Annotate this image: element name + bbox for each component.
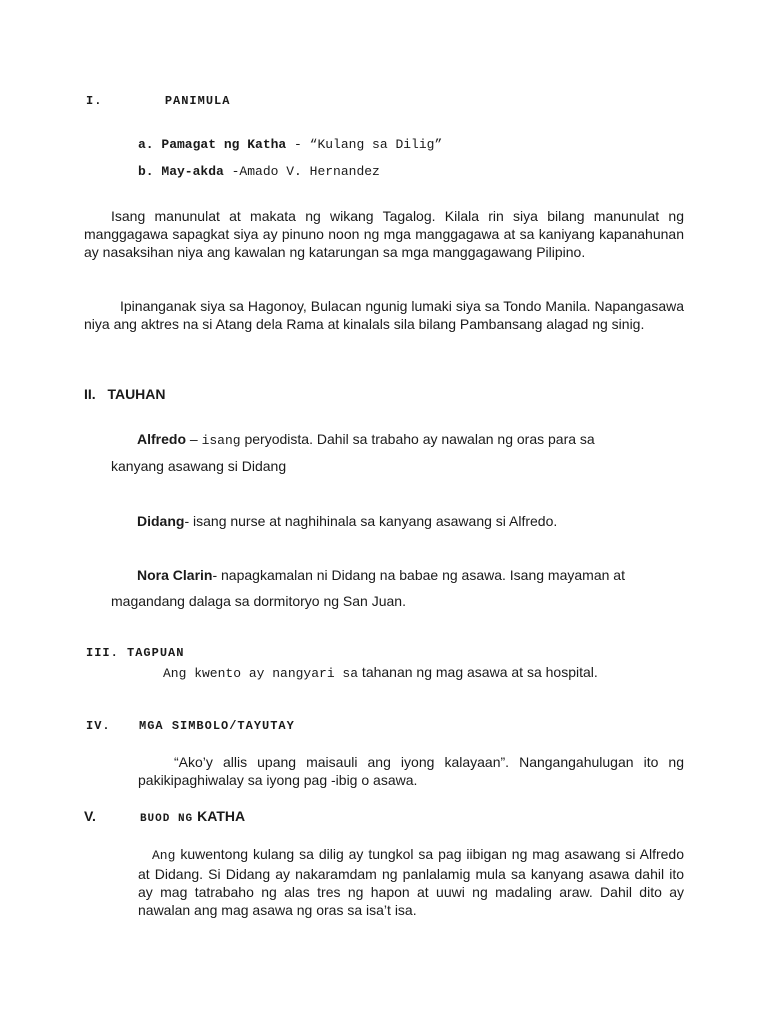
section-1-heading [86, 94, 230, 108]
section-3-title: TAGPUAN [127, 646, 185, 660]
intro-paragraph-1: Isang manunulat at makata ng wikang Tagalog. Kilala rin siya bilang manunulat ng manggagawa sapagkat siya ay pinuno noon ng mga manggagawa at sa kaniyang kapanahunan ay nasaksihan niya ang kawalan ng katarungan sa mga manggagawang Pilipino. [84, 208, 684, 260]
title-label: a. Pamagat ng Katha [138, 137, 287, 152]
section-5-title-a: BUOD NG [139, 813, 194, 825]
section-4-number: IV. [86, 719, 111, 733]
section-1-title: PANIMULA [164, 94, 231, 108]
summary-paragraph: Ang kuwentong kulang sa dilig ay tungkol sa pag iibigan ng mag asawang si Alfredo at Didang. Si Didang ay nakaramdam ng panlalamig mula sa kanyang asawa dahil ito ay mag tatrabaho ng alas tres ng hapon at uuwi ng madaling araw. Dahil dito ay nawalan ang mag asawa ng oras sa isa’t isa. [138, 846, 684, 918]
author-line [138, 164, 380, 179]
section-2-heading [84, 386, 166, 402]
section-3-number: III. [86, 646, 119, 660]
section-2-number: II. [84, 386, 96, 402]
section-2-title: TAUHAN [107, 386, 166, 402]
character-name: Nora Clarin [137, 567, 213, 583]
section-5-title-b: KATHA [197, 808, 246, 824]
character-alfredo: Alfredo – isang peryodista. Dahil sa trabaho ay nawalan ng oras para sa [137, 431, 595, 448]
section-1-number: I. [86, 94, 103, 108]
character-name: Didang [137, 513, 185, 529]
author-label: b. May-akda [138, 164, 224, 179]
title-line [138, 137, 442, 152]
intro-paragraph-2: Ipinanganak siya sa Hagonoy, Bulacan ngunig lumaki siya sa Tondo Manila. Napangasawa niya ang aktres na si Atang dela Rama at kinalals sila bilang Pambansang alagad ng sinig. [84, 298, 684, 332]
author-value: -Amado V. Hernandez [223, 164, 380, 179]
character-didang: Didang- isang nurse at naghihinala sa kanyang asawang si Alfredo. [137, 513, 558, 529]
title-value: - “Kulang sa Dilig” [286, 137, 443, 152]
character-alfredo-line2: kanyang asawang si Didang [111, 458, 287, 474]
section-5-number: V. [84, 808, 96, 824]
section-4-heading [86, 719, 295, 733]
section-3-heading [86, 646, 184, 660]
setting-text: Ang kwento ay nangyari sa tahanan ng mag asawa at sa hospital. [163, 664, 598, 681]
character-name: Alfredo [137, 431, 186, 447]
section-4-title: MGA SIMBOLO/TAYUTAY [139, 719, 295, 733]
character-nora: Nora Clarin- napagkamalan ni Didang na babae ng asawa. Isang mayaman at [137, 567, 625, 583]
section-5-heading [84, 808, 245, 826]
character-nora-line2: magandang dalaga sa dormitoryo ng San Juan. [111, 593, 406, 609]
symbol-paragraph: “Ako’y allis upang maisauli ang iyong kalayaan”. Nangangahulugan ito ng pakikipaghiwalay sa iyong pag -ibig o asawa. [138, 754, 684, 788]
